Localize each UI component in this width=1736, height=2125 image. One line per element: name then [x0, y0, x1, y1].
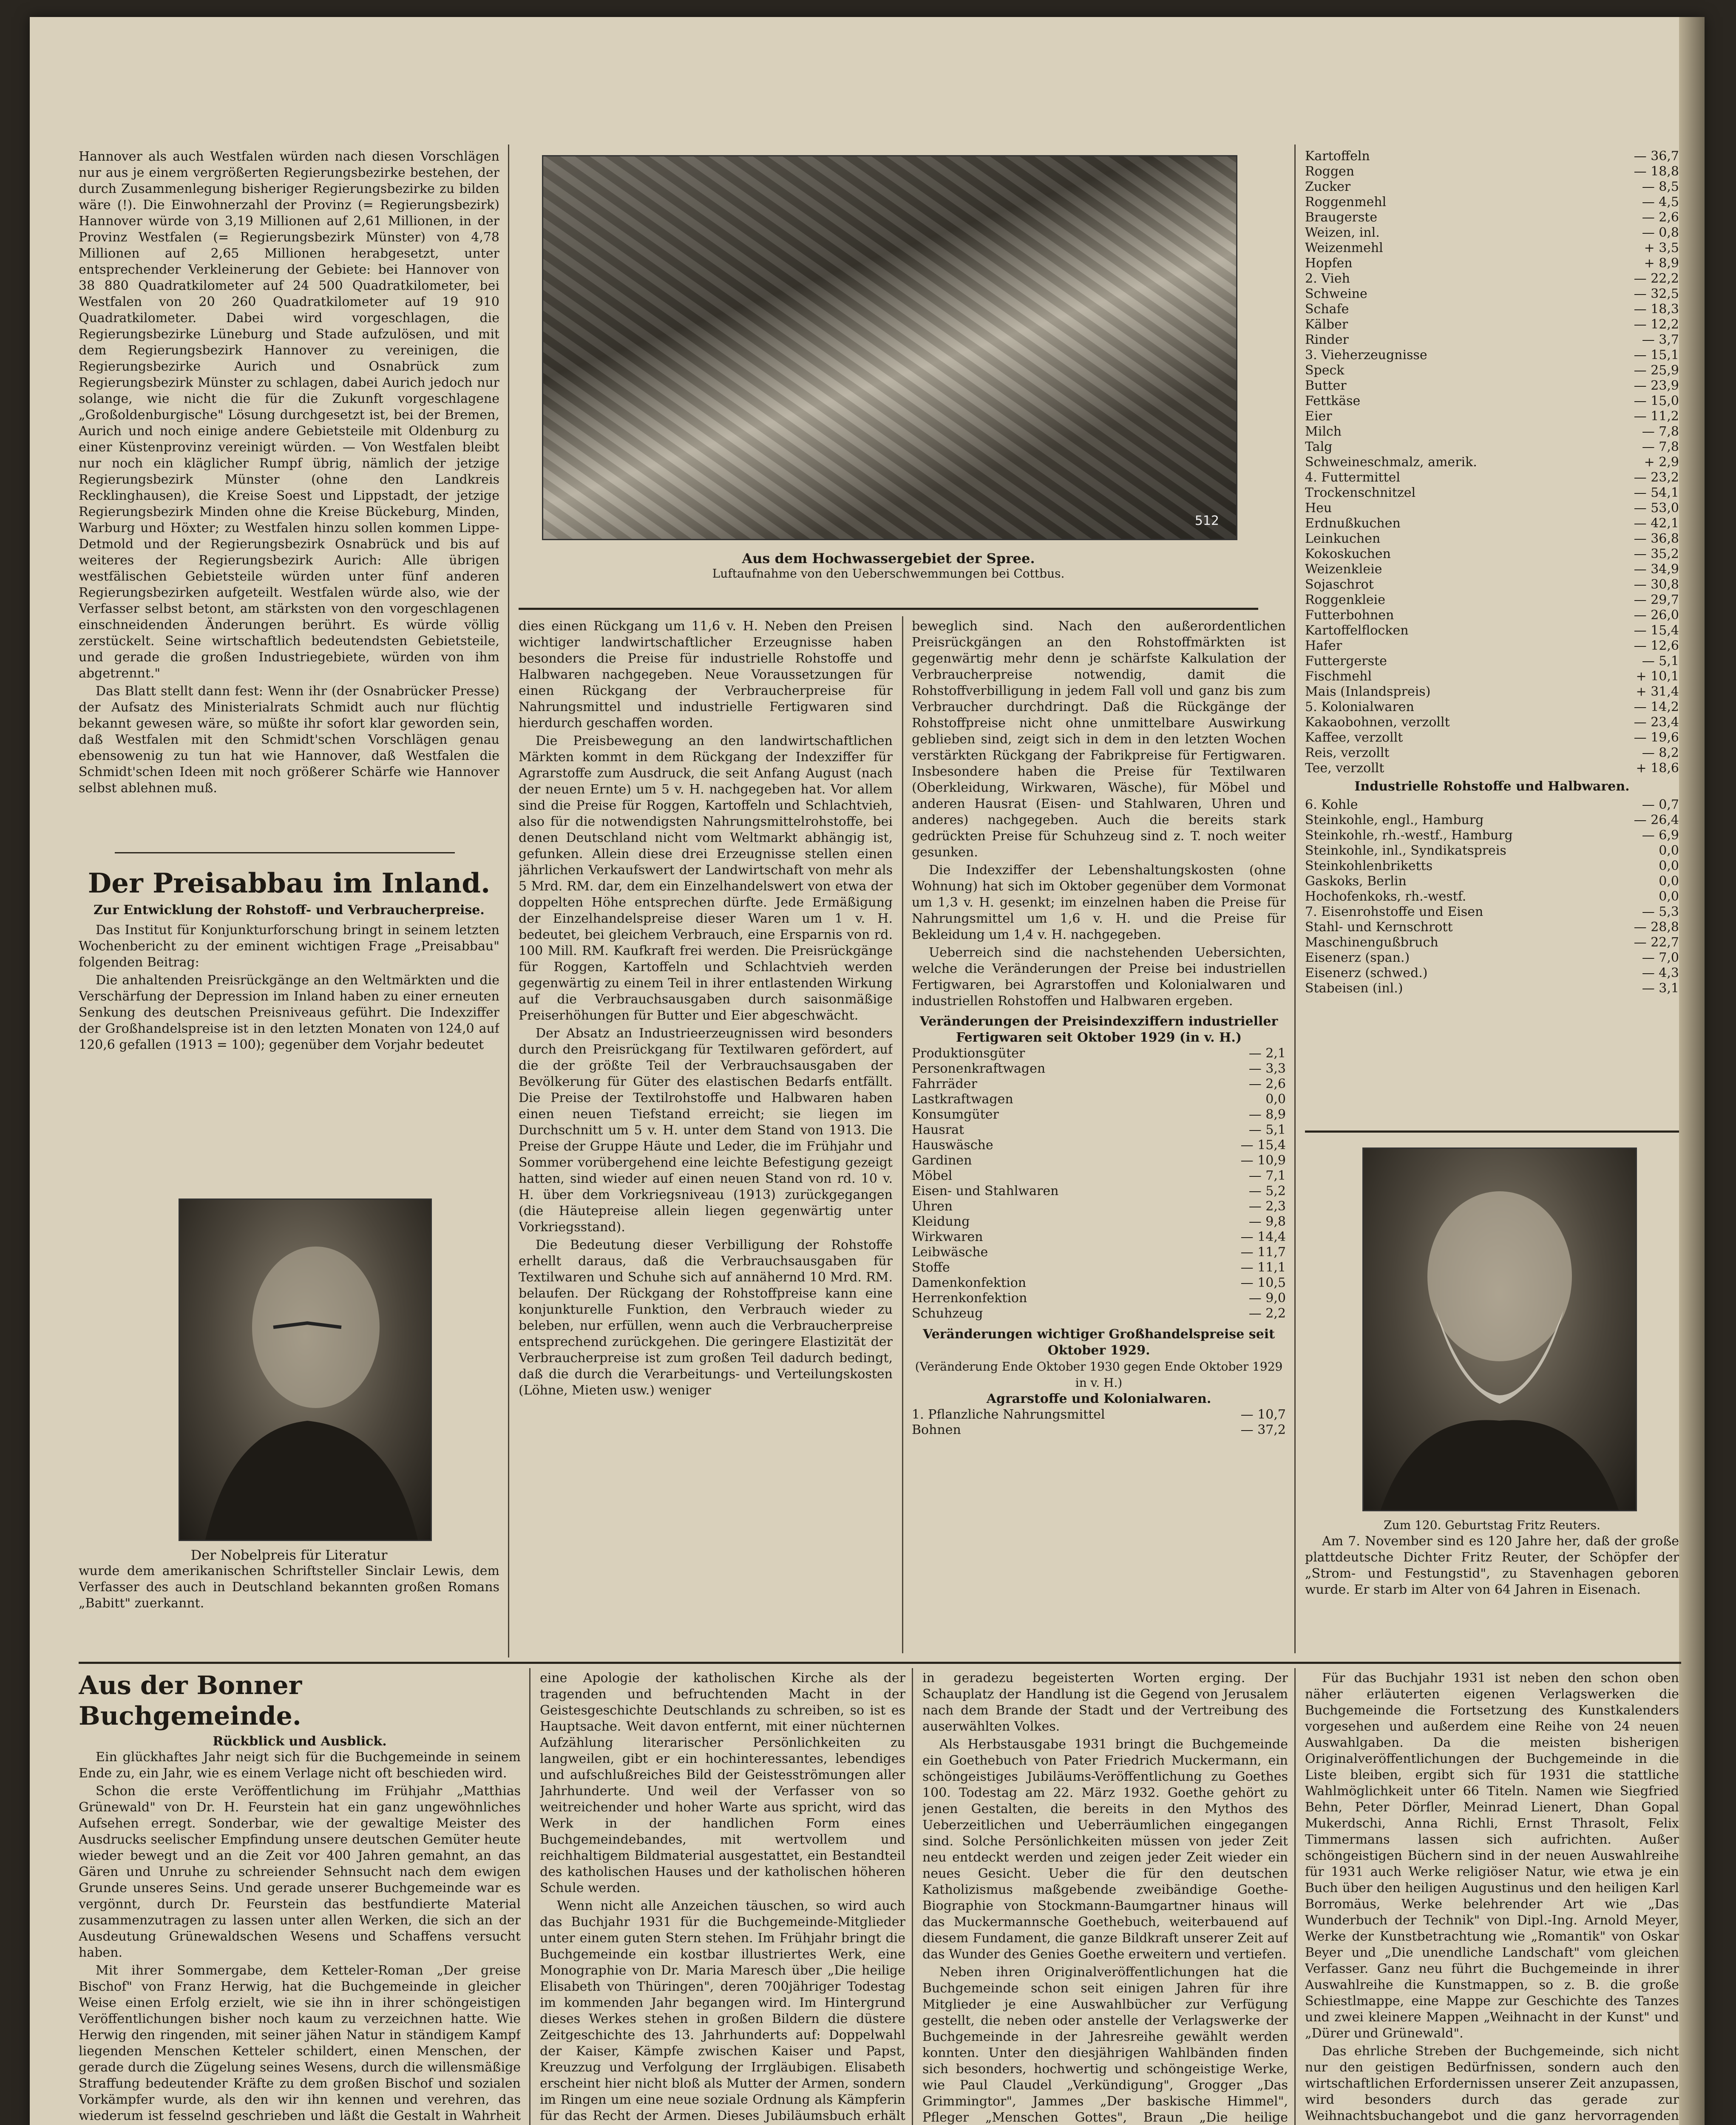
- row-value: — 11,1: [1240, 1260, 1286, 1275]
- row-label: Roggen: [1305, 164, 1355, 179]
- row-label: Damenkonfektion: [912, 1275, 1027, 1290]
- article-text: Mit ihrer Sommergabe, dem Ketteler-Roman „Der greise Bischof" von Franz Herwig, hat die Buchgemeinde in gleicher Weise einen Erfolg erzielt, wie sie ihn in ihrer schöngeistigen Veröffentlichungen bisher noch kaum zu verzeichnen hatte. Wie Herwig den ringenden, mit seiner jähen Natur in ständigem Kampf liegenden Menschen Ketteler schildert, einen Menschen, der gerade durch die Zügelung seines Wesens, durch die willensmäßige Straffung bedeutender Kräfte zu dem großen Bischof und sozialen Vorkämpfer wurde, als den wir ihn kennen und verehren, das wiederum ist fesselnd geschrieben und läßt die Gestalt in Wahrheit: [79, 1963, 521, 2123]
- row-label: Trockenschnitzel: [1305, 485, 1416, 500]
- row-label: Kälber: [1305, 317, 1348, 332]
- row-value: — 2,6: [1248, 1077, 1286, 1091]
- page-gutter: [1679, 17, 1705, 2125]
- table-row: [912, 1291, 1286, 1306]
- table-row: [1305, 562, 1679, 577]
- table-row: [912, 1092, 1286, 1107]
- subheadline: Zur Entwicklung der Rohstoff- und Verbraucherpreise.: [94, 903, 485, 918]
- caption-title: Zum 120. Geburtstag Fritz Reuters.: [1384, 1518, 1600, 1532]
- row-value: — 26,0: [1634, 608, 1679, 623]
- article-text: Ein glückhaftes Jahr neigt sich für die Buchgemeinde in seinem Ende zu, ein Jahr, wie es einem Verlage nicht oft beschieden wird.: [79, 1750, 521, 1781]
- row-label: Reis, verzollt: [1305, 745, 1390, 760]
- table-row: [1305, 700, 1679, 715]
- row-value: — 2,6: [1642, 210, 1679, 225]
- table-title: Veränderungen der Preisindexziffern industrieller Fertigwaren seit Oktober 1929 (in v. H.): [919, 1014, 1278, 1045]
- portrait-photo-fritz-reuter: [1362, 1148, 1637, 1511]
- row-label: 2. Vieh: [1305, 271, 1350, 286]
- row-value: + 31,4: [1636, 684, 1679, 699]
- table-row: [912, 1122, 1286, 1138]
- row-value: 0,0: [1659, 858, 1679, 873]
- row-value: — 0,7: [1642, 797, 1679, 812]
- caption-subtitle: Luftaufnahme von den Ueberschwemmungen bei Cottbus.: [712, 567, 1065, 581]
- table-row: [1305, 439, 1679, 455]
- row-label: Stabeisen (inl.): [1305, 981, 1403, 996]
- row-value: — 11,7: [1240, 1245, 1286, 1260]
- row-label: Weizen, inl.: [1305, 225, 1380, 240]
- row-label: Sojaschrot: [1305, 577, 1374, 592]
- row-value: — 7,0: [1642, 950, 1679, 965]
- row-value: — 26,4: [1634, 813, 1679, 827]
- table-row: [1305, 950, 1679, 966]
- table-row: [1305, 286, 1679, 302]
- row-label: Uhren: [912, 1199, 953, 1214]
- row-label: 4. Futtermittel: [1305, 470, 1401, 485]
- row-label: Eisenerz (schwed.): [1305, 966, 1428, 980]
- row-label: Hauswäsche: [912, 1138, 993, 1153]
- row-value: + 10,1: [1636, 669, 1679, 684]
- row-value: — 29,7: [1634, 592, 1679, 607]
- table-row: [1305, 409, 1679, 424]
- row-value: — 22,7: [1634, 935, 1679, 950]
- portrait-photo-sinclair-lewis: [179, 1198, 432, 1541]
- row-value: — 5,1: [1642, 654, 1679, 669]
- row-label: 6. Kohle: [1305, 797, 1358, 812]
- table-row: [912, 1214, 1286, 1230]
- row-label: Kartoffelflocken: [1305, 623, 1409, 638]
- row-label: Stahl- und Kernschrott: [1305, 920, 1453, 935]
- headline: Der Preisabbau im Inland.: [88, 867, 491, 899]
- row-value: + 2,9: [1644, 455, 1679, 470]
- row-label: Gardinen: [912, 1153, 972, 1168]
- row-value: — 5,3: [1642, 904, 1679, 919]
- row-value: — 7,8: [1642, 439, 1679, 454]
- article-text: Die Indexziffer der Lebenshaltungskosten (ohne Wohnung) hat sich im Oktober gegenüber dem Vormonat um 1,3 v. H. gesenkt; im einzelnen haben die Preise für Nahrungsmittel um 1,6 v. H. und die Preise für Bekleidung um 1,4 v. H. nachgegeben.: [912, 863, 1286, 942]
- row-label: Lastkraftwagen: [912, 1092, 1013, 1107]
- table-row: [1305, 874, 1679, 889]
- table-row: [912, 1184, 1286, 1199]
- table-row: [1305, 348, 1679, 363]
- row-value: — 15,0: [1634, 394, 1679, 408]
- row-value: — 5,1: [1248, 1122, 1286, 1137]
- table-row: [1305, 577, 1679, 592]
- row-label: Fischmehl: [1305, 669, 1372, 684]
- column-rule: [902, 616, 903, 1653]
- row-value: — 35,2: [1634, 547, 1679, 561]
- industrial-price-table: [1305, 797, 1679, 996]
- article-text: Der Absatz an Industrieerzeugnissen wird besonders durch den Preisrückgang für Textilwaren gefördert, auf die der größte Teil der Verbrauchsausgaben der Bevölkerung für Güter des elastischen Bedarfs entfällt. Die Preise der Textilrohstoffe und Halbwaren haben einen neuen Tiefstand erreicht; sie liegen im Durchschnitt um 5 v. H. unter dem Stand von 1913. Die Preise der Gruppe Häute und Leder, die im Frühjahr und Sommer vorübergehend eine leichte Befestigung gezeigt hatten, sind wieder auf einen neuen Stand von rd. 10 v. H. über dem Vorkriegsniveau (1913) zurückgegangen (die Häutepreise allein liegen gegenwärtig unter Vorkriegsstand).: [519, 1026, 893, 1235]
- table-row: [912, 1153, 1286, 1168]
- row-label: Kartoffeln: [1305, 149, 1370, 164]
- price-index-table: [912, 1046, 1286, 1321]
- row-value: — 18,3: [1634, 302, 1679, 317]
- row-value: — 42,1: [1634, 516, 1679, 531]
- table-row: [912, 1306, 1286, 1321]
- row-label: 5. Kolonialwaren: [1305, 700, 1414, 714]
- wholesale-price-table: [912, 1407, 1286, 1438]
- row-label: Speck: [1305, 363, 1345, 378]
- table-row: [1305, 501, 1679, 516]
- row-value: — 32,5: [1634, 286, 1679, 301]
- table-row: [912, 1422, 1286, 1438]
- table-row: [1305, 623, 1679, 638]
- table-row: [1305, 858, 1679, 874]
- row-label: Kakaobohnen, verzollt: [1305, 715, 1450, 730]
- table-section: Agrarstoffe und Kolonialwaren.: [986, 1391, 1211, 1406]
- table-row: [912, 1138, 1286, 1153]
- row-label: Steinkohle, engl., Hamburg: [1305, 813, 1484, 827]
- row-value: — 12,2: [1634, 317, 1679, 332]
- table-row: [1305, 981, 1679, 996]
- table-row: [912, 1260, 1286, 1275]
- article-text: Die Bedeutung dieser Verbilligung der Rohstoffe erhellt daraus, daß die Verbrauchsausgaben für Textilwaren und Schuhe sich auf annähernd 10 Mrd. RM. belaufen. Der Rückgang der Rohstoffpreise kann eine konjunkturelle Funktion, den Verbrauch wieder zu beleben, nur erfüllen, wenn auch die Verbraucherpreise entsprechend zurückgehen. Die geringere Elastizität der Verbraucherpreise ist zum großen Teil dadurch bedingt, daß die durch die Verarbeitungs- und Verteilungskosten (Löhne, Mieten usw.) weniger: [519, 1238, 893, 1398]
- agrar-price-table: [1305, 149, 1679, 776]
- table-row: [1305, 271, 1679, 286]
- row-label: Hausrat: [912, 1122, 964, 1137]
- row-value: — 18,8: [1634, 164, 1679, 179]
- row-label: 1. Pflanzliche Nahrungsmittel: [912, 1407, 1105, 1422]
- article-text: Die anhaltenden Preisrückgänge an den Weltmärkten und die Verschärfung der Depression im Inland haben zu einer erneuten Senkung des deutschen Preisniveaus geführt. Die Indexziffer der Großhandelspreise ist in den letzten Monaten von 124,0 auf 120,6 gefallen (1913 = 100); gegenüber dem Vorjahr bedeutet: [79, 973, 499, 1052]
- row-label: Konsumgüter: [912, 1107, 999, 1122]
- article-text: Ueberreich sind die nachstehenden Uebersichten, welche die Veränderungen der Preise bei industriellen Fertigwaren, bei Agrarstoffen und Kolonialwaren und industriellen Rohstoffen und Halbwaren ergeben.: [912, 945, 1286, 1009]
- row-value: — 15,4: [1634, 623, 1679, 638]
- row-label: Eisen- und Stahlwaren: [912, 1184, 1059, 1198]
- row-label: Tee, verzollt: [1305, 761, 1384, 776]
- article-text: Das ehrliche Streben der Buchgemeinde, sich nicht nur den geistigen Bedürfnissen, sondern auch den wirtschaftlichen Erfordernissen unserer Zeit anzupassen, wird besonders durch das gerade zur Weihnachtsbuchangebot und die ganz hervorragenden: [1305, 2044, 1679, 2123]
- row-value: — 7,1: [1248, 1168, 1286, 1183]
- row-value: — 0,8: [1642, 225, 1679, 240]
- table-row: [1305, 531, 1679, 547]
- row-value: — 10,7: [1240, 1407, 1286, 1422]
- row-value: — 9,0: [1248, 1291, 1286, 1306]
- row-value: — 34,9: [1634, 562, 1679, 577]
- row-label: Milch: [1305, 424, 1342, 439]
- table-row: [1305, 730, 1679, 745]
- article-bonn-column-2: [540, 1670, 905, 2125]
- row-value: — 53,0: [1634, 501, 1679, 516]
- table-row: [1305, 394, 1679, 409]
- row-value: — 2,2: [1248, 1306, 1286, 1321]
- table-row: [1305, 485, 1679, 501]
- article-text: eine Apologie der katholischen Kirche als der tragenden und befruchtenden Macht in der Geistesgeschichte Deutschlands zu schreiben, so ist es Hauptsache. Weit davon entfernt, mit einer nüchternen Aufzählung literarischer Persönlichkeiten zu langweilen, gibt er ein hochinteressantes, lebendiges und aufschlußreiches Bild der Geistesströmungen aller Jahrhunderte. Und weil der Verfasser von so weitreichender und hoher Warte aus spricht, wird das Werk in der handlichen Form eines Buchgemeindebandes, mit wertvollem und reichhaltigem Bildmaterial ausgestattet, ein Bestandteil des katholischen Hauses und der katholischen höheren Schule werden.: [540, 1671, 905, 1896]
- row-label: Personenkraftwagen: [912, 1061, 1046, 1076]
- row-label: Braugerste: [1305, 210, 1378, 225]
- row-value: — 2,1: [1248, 1046, 1286, 1061]
- row-label: Futterbohnen: [1305, 608, 1394, 623]
- table-row: [1305, 654, 1679, 669]
- row-value: 0,0: [1659, 874, 1679, 889]
- table-subtitle: (Veränderung Ende Oktober 1930 gegen Ende Oktober 1929 in v. H.): [915, 1360, 1283, 1390]
- table-row: [1305, 669, 1679, 684]
- column-2-text: [519, 618, 893, 1651]
- article-text: Neben ihren Originalveröffentlichungen hat die Buchgemeinde schon seit einigen Jahren für ihre Mitglieder je eine Auswahlbücher zur Verfügung gestellt, die neben oder anstelle der Verlagswerke der Buchgemeinde in der Jahresreihe gewählt werden konnten. Unter den diesjährigen Wahlbänden finden sich besonders, hochwertig und schöngeistige Werke, wie Paul Claudel „Verkündigung", Grogger „Das Grimmingtor", Jammes „Der baskische Himmel", Pfleger „Menschen Gottes", Braun „Die heilige: [922, 1965, 1288, 2125]
- row-value: — 3,7: [1642, 332, 1679, 347]
- row-value: — 3,3: [1248, 1061, 1286, 1076]
- headline: Aus der Bonner Buchgemeinde.: [79, 1671, 302, 1731]
- row-value: — 36,7: [1634, 149, 1679, 164]
- column-1-text: [79, 149, 499, 846]
- article-text: Als Herbstausgabe 1931 bringt die Buchgemeinde ein Goethebuch von Pater Friedrich Muckermann, ein schöngeistiges Jubiläums-Veröffentlichung zu Goethes 100. Todestag am 22. März 1932. Goethe gehört zu jenen Gestalten, die bereits in den Mythos des Ueberzeitlichen und Ueberräumlichen eingegangen sind. Solche Persönlichkeiten müssen von jeder Zeit neu entdeckt werden und zeigen jeder Zeit wieder ein neues Gesicht. Ueber die für den deutschen Katholizismus maßgebende zweibändige Goethe-Biographie von Stockmann-Baumgartner hinaus will das Muckermannsche Goethebuch, weiterbauend auf diesem Fundament, die ganze Bildkraft unserer Zeit auf das Wunder des Genies Goethe erweitern und vertiefen.: [922, 1737, 1288, 1962]
- table-row: [1305, 302, 1679, 317]
- row-value: — 15,4: [1240, 1138, 1286, 1153]
- row-label: Fettkäse: [1305, 394, 1361, 408]
- row-label: Mais (Inlandspreis): [1305, 684, 1431, 699]
- table-row: [1305, 179, 1679, 195]
- table-row: [1305, 966, 1679, 981]
- row-label: Steinkohlenbriketts: [1305, 858, 1433, 873]
- article-preisabbau: [79, 863, 499, 1190]
- row-label: Weizenmehl: [1305, 241, 1383, 255]
- row-label: Talg: [1305, 439, 1333, 454]
- row-label: Rinder: [1305, 332, 1349, 347]
- row-value: — 9,8: [1248, 1214, 1286, 1229]
- row-label: Steinkohle, inl., Syndikatspreis: [1305, 843, 1506, 858]
- table-row: [912, 1077, 1286, 1092]
- column-rule: [508, 144, 509, 1658]
- divider: [519, 608, 1258, 610]
- subheadline: Rückblick und Ausblick.: [213, 1734, 387, 1749]
- row-value: — 3,1: [1642, 981, 1679, 996]
- row-value: — 14,2: [1634, 700, 1679, 714]
- table-row: [912, 1230, 1286, 1245]
- row-value: — 28,8: [1634, 920, 1679, 935]
- row-value: — 15,1: [1634, 348, 1679, 363]
- row-label: Schafe: [1305, 302, 1349, 317]
- newspaper-page: [30, 17, 1705, 2125]
- table-row: [1305, 592, 1679, 608]
- table-row: [912, 1046, 1286, 1061]
- row-label: Leinkuchen: [1305, 531, 1381, 546]
- row-value: — 22,2: [1634, 271, 1679, 286]
- table-row: [912, 1107, 1286, 1122]
- photo-caption-reuter: [1305, 1517, 1679, 1645]
- row-label: Hafer: [1305, 638, 1342, 653]
- row-label: Futtergerste: [1305, 654, 1387, 669]
- row-label: Schweineschmalz, amerik.: [1305, 455, 1477, 470]
- table-title: Veränderungen wichtiger Großhandelspreise seit Oktober 1929.: [923, 1327, 1275, 1358]
- table-row: [1305, 363, 1679, 378]
- article-text: Schon die erste Veröffentlichung im Frühjahr „Matthias Grünewald" von Dr. H. Feurstein hat ein ganz ungewöhnliches Aufsehen erregt. Sonderbar, wie der gewaltige Meister des Ausdrucks seelischer Empfindung unsere deutschen Gemüter heute wieder bewegt und an die Zeit vor 400 Jahren gemahnt, an das Gären und Unruhe zu schreiender Sehnsucht nach dem ewigen Grunde unseres Seins. Und gerade unserer Buchgemeinde war es vergönnt, durch Dr. Feurstein das bestfundierte Material zusammenzutragen zu lassen unter allen Werken, die sich an der Ausdeutung Grünewaldschen Wesens und Schaffens versucht haben.: [79, 1784, 521, 1960]
- column-3-text: [912, 618, 1286, 1655]
- article-bonn-column-4: [1305, 1670, 1679, 2125]
- column-rule: [529, 1668, 530, 2125]
- table-row: [1305, 745, 1679, 761]
- row-value: — 5,2: [1248, 1184, 1286, 1198]
- row-label: Gaskoks, Berlin: [1305, 874, 1407, 889]
- row-value: — 10,9: [1240, 1153, 1286, 1168]
- table-row: [1305, 195, 1679, 210]
- row-value: — 12,6: [1634, 638, 1679, 653]
- row-value: — 4,3: [1642, 966, 1679, 980]
- table-row: [1305, 164, 1679, 179]
- photo-number: 512: [1194, 513, 1219, 528]
- row-label: Möbel: [912, 1168, 953, 1183]
- row-label: Eisenerz (span.): [1305, 950, 1410, 965]
- divider: [115, 852, 455, 853]
- row-label: Hopfen: [1305, 256, 1353, 271]
- table-row: [1305, 470, 1679, 485]
- row-label: Maschinengußbruch: [1305, 935, 1438, 950]
- table-row: [912, 1061, 1286, 1077]
- column-rule: [1294, 1668, 1296, 2125]
- table-row: [1305, 904, 1679, 920]
- table-row: [1305, 256, 1679, 271]
- table-row: [1305, 813, 1679, 828]
- row-label: Hochofenkoks, rh.-westf.: [1305, 889, 1467, 904]
- row-value: — 25,9: [1634, 363, 1679, 378]
- table-row: [912, 1245, 1286, 1260]
- table-row: [912, 1407, 1286, 1422]
- table-row: [1305, 225, 1679, 241]
- row-value: — 14,4: [1240, 1230, 1286, 1244]
- aerial-flood-photo: [542, 155, 1237, 540]
- row-value: + 8,9: [1644, 256, 1679, 271]
- row-label: Leibwäsche: [912, 1245, 988, 1260]
- row-label: Kleidung: [912, 1214, 970, 1229]
- table-row: [1305, 608, 1679, 623]
- row-label: Erdnußkuchen: [1305, 516, 1401, 531]
- table-row: [1305, 761, 1679, 776]
- row-label: Produktionsgüter: [912, 1046, 1025, 1061]
- row-label: Schweine: [1305, 286, 1367, 301]
- row-label: Eier: [1305, 409, 1332, 424]
- row-label: Kaffee, verzollt: [1305, 730, 1403, 745]
- column-rule: [912, 1668, 913, 2125]
- table-row: [1305, 149, 1679, 164]
- table-row: [912, 1275, 1286, 1291]
- row-value: — 19,6: [1634, 730, 1679, 745]
- row-value: — 23,4: [1634, 715, 1679, 730]
- row-label: Schuhzeug: [912, 1306, 983, 1321]
- table-row: [912, 1199, 1286, 1214]
- row-value: — 37,2: [1240, 1422, 1286, 1437]
- article-bonn-column-3: [922, 1670, 1288, 2125]
- row-label: Roggenkleie: [1305, 592, 1386, 607]
- row-label: Weizenkleie: [1305, 562, 1382, 577]
- divider: [1305, 1130, 1679, 1133]
- row-value: — 7,8: [1642, 424, 1679, 439]
- table-row: [1305, 638, 1679, 654]
- portrait-illustration: [1364, 1149, 1636, 1510]
- article-text: Für das Buchjahr 1931 ist neben den schon oben näher erläuterten eigenen Verlagswerken die Buchgemeinde die Fortsetzung des Kunstkalenders vorgesehen und außerdem eine Reihe von 24 neuen Auswahlgaben. Da die meisten bisherigen Originalveröffentlichungen der Buchgemeinde in die Liste bleiben, ergibt sich für 1931 die stattliche Wahlmöglichkeit unter 66 Titeln. Namen wie Siegfried Behn, Peter Dörfler, Meinrad Lienert, Dhan Gopal Mukerdschi, Anna Richli, Ernst Thrasolt, Felix Timmermans lassen sich aufrichten. Außer schöngeistigen Büchern sind in der neuen Auswahlreihe für 1931 auch Werke religiöser Natur, wie etwa je ein Buch über den heiligen Augustinus und den heiligen Karl Borromäus, Werke belehrender Art wie „Das Wunderbuch der Technik" von Dipl.-Ing. Arnold Meyer, Werke der Kunstbetrachtung wie „Romantik" von Oskar Beyer und „Die unendliche Landschaft" vom gleichen Verfasser. Ganz neu führt die Buchgemeinde in ihrer Auswahlreihe die Kunstmappen, so z. B. die große Schiestlmappe, eine Mappe zur Geschichte des Tanzes und zwei kleinere Mappen „Weihnacht in der Kunst" und „Dürer und Grünewald".: [1305, 1671, 1679, 2041]
- row-label: Steinkohle, rh.-westf., Hamburg: [1305, 828, 1513, 843]
- table-row: [912, 1168, 1286, 1184]
- row-value: — 54,1: [1634, 485, 1679, 500]
- article-text: beweglich sind. Nach den außerordentlichen Preisrückgängen an den Rohstoffmärkten ist gegenwärtig mehr denn je schärfste Kalkulation der Verbraucherpreise notwendig, damit die Rohstoffverbilligung in jedem Fall voll und ganz bis zum Verbraucher durchdringt. Daß die Rückgänge der Rohstoffpreise nicht ohne unmittelbare Auswirkung geblieben sind, zeigt sich in dem in den letzten Wochen verstärkten Rückgang der Fabrikpreise für Fertigwaren. Insbesondere haben die Preise für Textilwaren (Oberkleidung, Wirkwaren, Wäsche), für Möbel und anderen Hausrat (Eisen- und Stahlwaren, Uhren und anderes) nachgegeben. Auch die bereits stark gedrückten Preise für Schuhzeug sind z. T. noch weiter gesunken.: [912, 619, 1286, 860]
- photo-caption-sinclair: [79, 1547, 499, 1653]
- table-row: [1305, 317, 1679, 332]
- table-row: [1305, 516, 1679, 531]
- caption-text: Am 7. November sind es 120 Jahre her, daß der große plattdeutsche Dichter Fritz Reuter, der Schöpfer der „Strom- und Festungstid", zu Stavenhagen geboren wurde. Er starb im Alter von 64 Jahren in Eisenach.: [1305, 1534, 1679, 1597]
- row-label: Wirkwaren: [912, 1230, 983, 1244]
- article-text: Hannover als auch Westfalen würden nach diesen Vorschlägen nur aus je einem vergrößerten Regierungsbezirke bestehen, der durch Zusammenlegung bisheriger Regierungsbezirke zu bilden wäre (!). Die Einwohnerzahl der Provinz (= Regierungsbezirk) Hannover würde von 3,19 Millionen auf 2,61 Millionen, in der Provinz Westfalen (= Regierungsbezirk Münster) von 4,78 Millionen auf 2,65 Millionen herabgesetzt, unter entsprechender Verkleinerung der Gebiete: bei Hannover von 38 880 Quadratkilometer auf 24 500 Quadratkilometer, bei Westfalen von 20 260 Quadratkilometer auf 19 910 Quadratkilometer. Dabei wird vorgeschlagen, die Regierungsbezirke Lüneburg und Stade aufzulösen, und mit dem Regierungsbezirk Hannover zu vereinigen, die Regierungsbezirke Aurich und Osnabrück zum Regierungsbezirk Münster zu schlagen, dabei Aurich jedoch nur solange, wie nicht die für die Zukunft vorgeschlagene „Großoldenburgische" Lösung durchgesetzt ist, bei der Bremen, Aurich und noch einige andere Gebietsteile mit Oldenburg zu einer Küstenprovinz vereinigt würden. — Von Westfalen bleibt nur noch ein kläglicher Rumpf übrig, nämlich der jetzige Regierungsbezirk Münster (ohne den Landkreis Recklinghausen), die Kreise Soest und Lippstadt, der jetzige Regierungsbezirk Minden ohne die Kreise Bückeburg, Minden, Warburg und Höxter; zu Westfalen hinzu sollen kommen Lippe-Detmold und der Regierungsbezirk Osnabrück und bis auf weiteres der Regierungsbezirk Aurich: Alle übrigen westfälischen Gebietsteile würden unter fünf anderen Regierungsbezirken aufgeteilt. Westfalen würde also, wie der Verfasser selbst betont, am stärksten von den vorgeschlagenen einschneidenden Änderungen berührt. Es würde völlig zerstückelt. Seine wirtschaftlich bedeutendsten Gebietsteile, und gerade die großen Industriegebiete, würden von ihm abgetrennt.": [79, 149, 499, 681]
- row-value: — 2,3: [1248, 1199, 1286, 1214]
- table-row: [1305, 241, 1679, 256]
- column-4-tables: [1305, 149, 1679, 1156]
- table-row: [1305, 828, 1679, 843]
- row-value: — 6,9: [1642, 828, 1679, 843]
- table-row: [1305, 378, 1679, 394]
- row-label: Zucker: [1305, 179, 1351, 194]
- table-row: [1305, 797, 1679, 813]
- table-row: [1305, 935, 1679, 950]
- table-row: [1305, 684, 1679, 700]
- row-label: 3. Vieherzeugnisse: [1305, 348, 1427, 363]
- row-label: Fahrräder: [912, 1077, 977, 1091]
- row-label: Roggenmehl: [1305, 195, 1387, 210]
- table-row: [1305, 547, 1679, 562]
- row-value: — 8,5: [1642, 179, 1679, 194]
- article-text: Wenn nicht alle Anzeichen täuschen, so wird auch das Buchjahr 1931 für die Buchgemeinde-Mitglieder unter einem guten Stern stehen. Im Frühjahr bringt die Buchgemeinde ein kostbar illustriertes Werk, eine Monographie von Dr. Maria Maresch über „Die heilige Elisabeth von Thüringen", deren 700jähriger Todestag im kommenden Jahr begangen wird. Im Hintergrund dieses Werkes stehen in großen Bildern die düstere Zeitgeschichte des 13. Jahrhunderts auf: Doppelwahl der Kaiser, Kämpfe zwischen Kaiser und Papst, Kreuzzug und Verfolgung der Irrgläubigen. Elisabeth erscheint hier nicht bloß als Mutter der Armen, sondern im Ringen um eine neue soziale Ordnung als Kämpferin für das Recht der Armen. Dieses Jubiläumsbuch erhält: [540, 1898, 905, 2123]
- caption-title: Der Nobelpreis für Literatur: [190, 1547, 388, 1563]
- article-text: dies einen Rückgang um 11,6 v. H. Neben den Preisen wichtiger landwirtschaftlicher Erzeugnisse haben besonders die Preise für industrielle Rohstoffe und Halbwaren nachgegeben. Neue Voraussetzungen für einen Rückgang der Verbraucherpreise für Nahrungsmittel und industrielle Fertigwaren sind hierdurch geschaffen worden.: [519, 619, 893, 731]
- row-label: Bohnen: [912, 1422, 961, 1437]
- column-rule: [1294, 144, 1296, 1653]
- table-section: Industrielle Rohstoffe und Halbwaren.: [1354, 779, 1630, 794]
- row-value: — 10,5: [1240, 1275, 1286, 1290]
- row-value: — 23,2: [1634, 470, 1679, 485]
- row-value: — 11,2: [1634, 409, 1679, 424]
- portrait-illustration: [180, 1200, 431, 1540]
- row-value: — 30,8: [1634, 577, 1679, 592]
- row-label: 7. Eisenrohstoffe und Eisen: [1305, 904, 1484, 919]
- article-text: Das Blatt stellt dann fest: Wenn ihr (der Osnabrücker Presse) der Aufsatz des Ministerialrats Schmidt auch nur flüchtig bekannt gewesen wäre, so müßte ihr sofort klar geworden sein, daß Westfalen mit den Schmidt'schen Vorschlägen genau ebensowenig zu tun hat wie Hannover, daß Westfalen die Schmidt'schen Ideen mit noch größerer Schärfe wie Hannover selbst ablehnen muß.: [79, 684, 499, 796]
- table-row: [1305, 455, 1679, 470]
- article-text: Die Preisbewegung an den landwirtschaftlichen Märkten kommt in dem Rückgang der Indexziffer für Agrarstoffe zum Ausdruck, die seit Anfang August (nach der neuen Ernte) um 5 v. H. nachgegeben hat. Vor allem sind die Preise für Roggen, Kartoffeln und Schlachtvieh, also für die notwendigsten Nahrungsmittelrohstoffe, bei denen Deutschland nicht vom Weltmarkt abhängig ist, gefunken. Allein diese drei Erzeugnisse stellen einen jährlichen Verkaufswert der Landwirtschaft von mehr als 5 Mrd. RM. dar, dem ein Einzelhandelswert von etwa der doppelten Höhe entsprechen dürfte. Jede Ermäßigung der Einzelhandelspreise dieser Waren um 1 v. H. bedeutet, bei gleichem Verbrauch, eine Ersparnis von rd. 100 Mill. RM. Kaufkraft frei werden. Die Preisrückgänge für Roggen, Kartoffeln und Schlachtvieh werden gegenwärtig zu einem Teil in ihrer entlastenden Wirkung auf die Verbrauchsausgaben durch saisonmäßige Preiserhöhungen für Butter und Eier abgeschwächt.: [519, 734, 893, 1023]
- caption-text: wurde dem amerikanischen Schriftsteller Sinclair Lewis, dem Verfasser des auch in Deutschland bekannten großen Romans „Babitt" zuerkannt.: [79, 1564, 499, 1611]
- row-value: — 8,2: [1642, 745, 1679, 760]
- table-row: [1305, 843, 1679, 858]
- row-value: + 3,5: [1644, 241, 1679, 255]
- row-value: — 36,8: [1634, 531, 1679, 546]
- row-value: — 23,9: [1634, 378, 1679, 393]
- table-row: [1305, 424, 1679, 439]
- table-row: [1305, 889, 1679, 904]
- row-label: Stoffe: [912, 1260, 950, 1275]
- article-text: in geradezu begeisterten Worten erging. Der Schauplatz der Handlung ist die Gegend von Jerusalem nach dem Brande der Stadt und der Vertreibung des auserwählten Volkes.: [922, 1671, 1288, 1734]
- row-label: Kokoskuchen: [1305, 547, 1391, 561]
- row-label: Herrenkonfektion: [912, 1291, 1027, 1306]
- row-label: Butter: [1305, 378, 1347, 393]
- row-value: 0,0: [1659, 889, 1679, 904]
- table-row: [1305, 920, 1679, 935]
- table-row: [1305, 715, 1679, 730]
- row-value: 0,0: [1659, 843, 1679, 858]
- row-label: Heu: [1305, 501, 1332, 516]
- section-divider: [79, 1662, 1681, 1664]
- row-value: — 4,5: [1642, 195, 1679, 210]
- table-row: [1305, 332, 1679, 348]
- caption-title: Aus dem Hochwassergebiet der Spree.: [742, 550, 1035, 567]
- row-value: 0,0: [1265, 1092, 1286, 1107]
- row-value: — 8,9: [1248, 1107, 1286, 1122]
- table-row: [1305, 210, 1679, 225]
- row-value: + 18,6: [1636, 761, 1679, 776]
- article-bonn-column-1: [79, 1670, 521, 2125]
- photo-caption-spree: [519, 550, 1258, 581]
- article-text: Das Institut für Konjunkturforschung bringt in seinem letzten Wochenbericht zu der eminent wichtigen Frage „Preisabbau" folgenden Beitrag:: [79, 923, 499, 970]
